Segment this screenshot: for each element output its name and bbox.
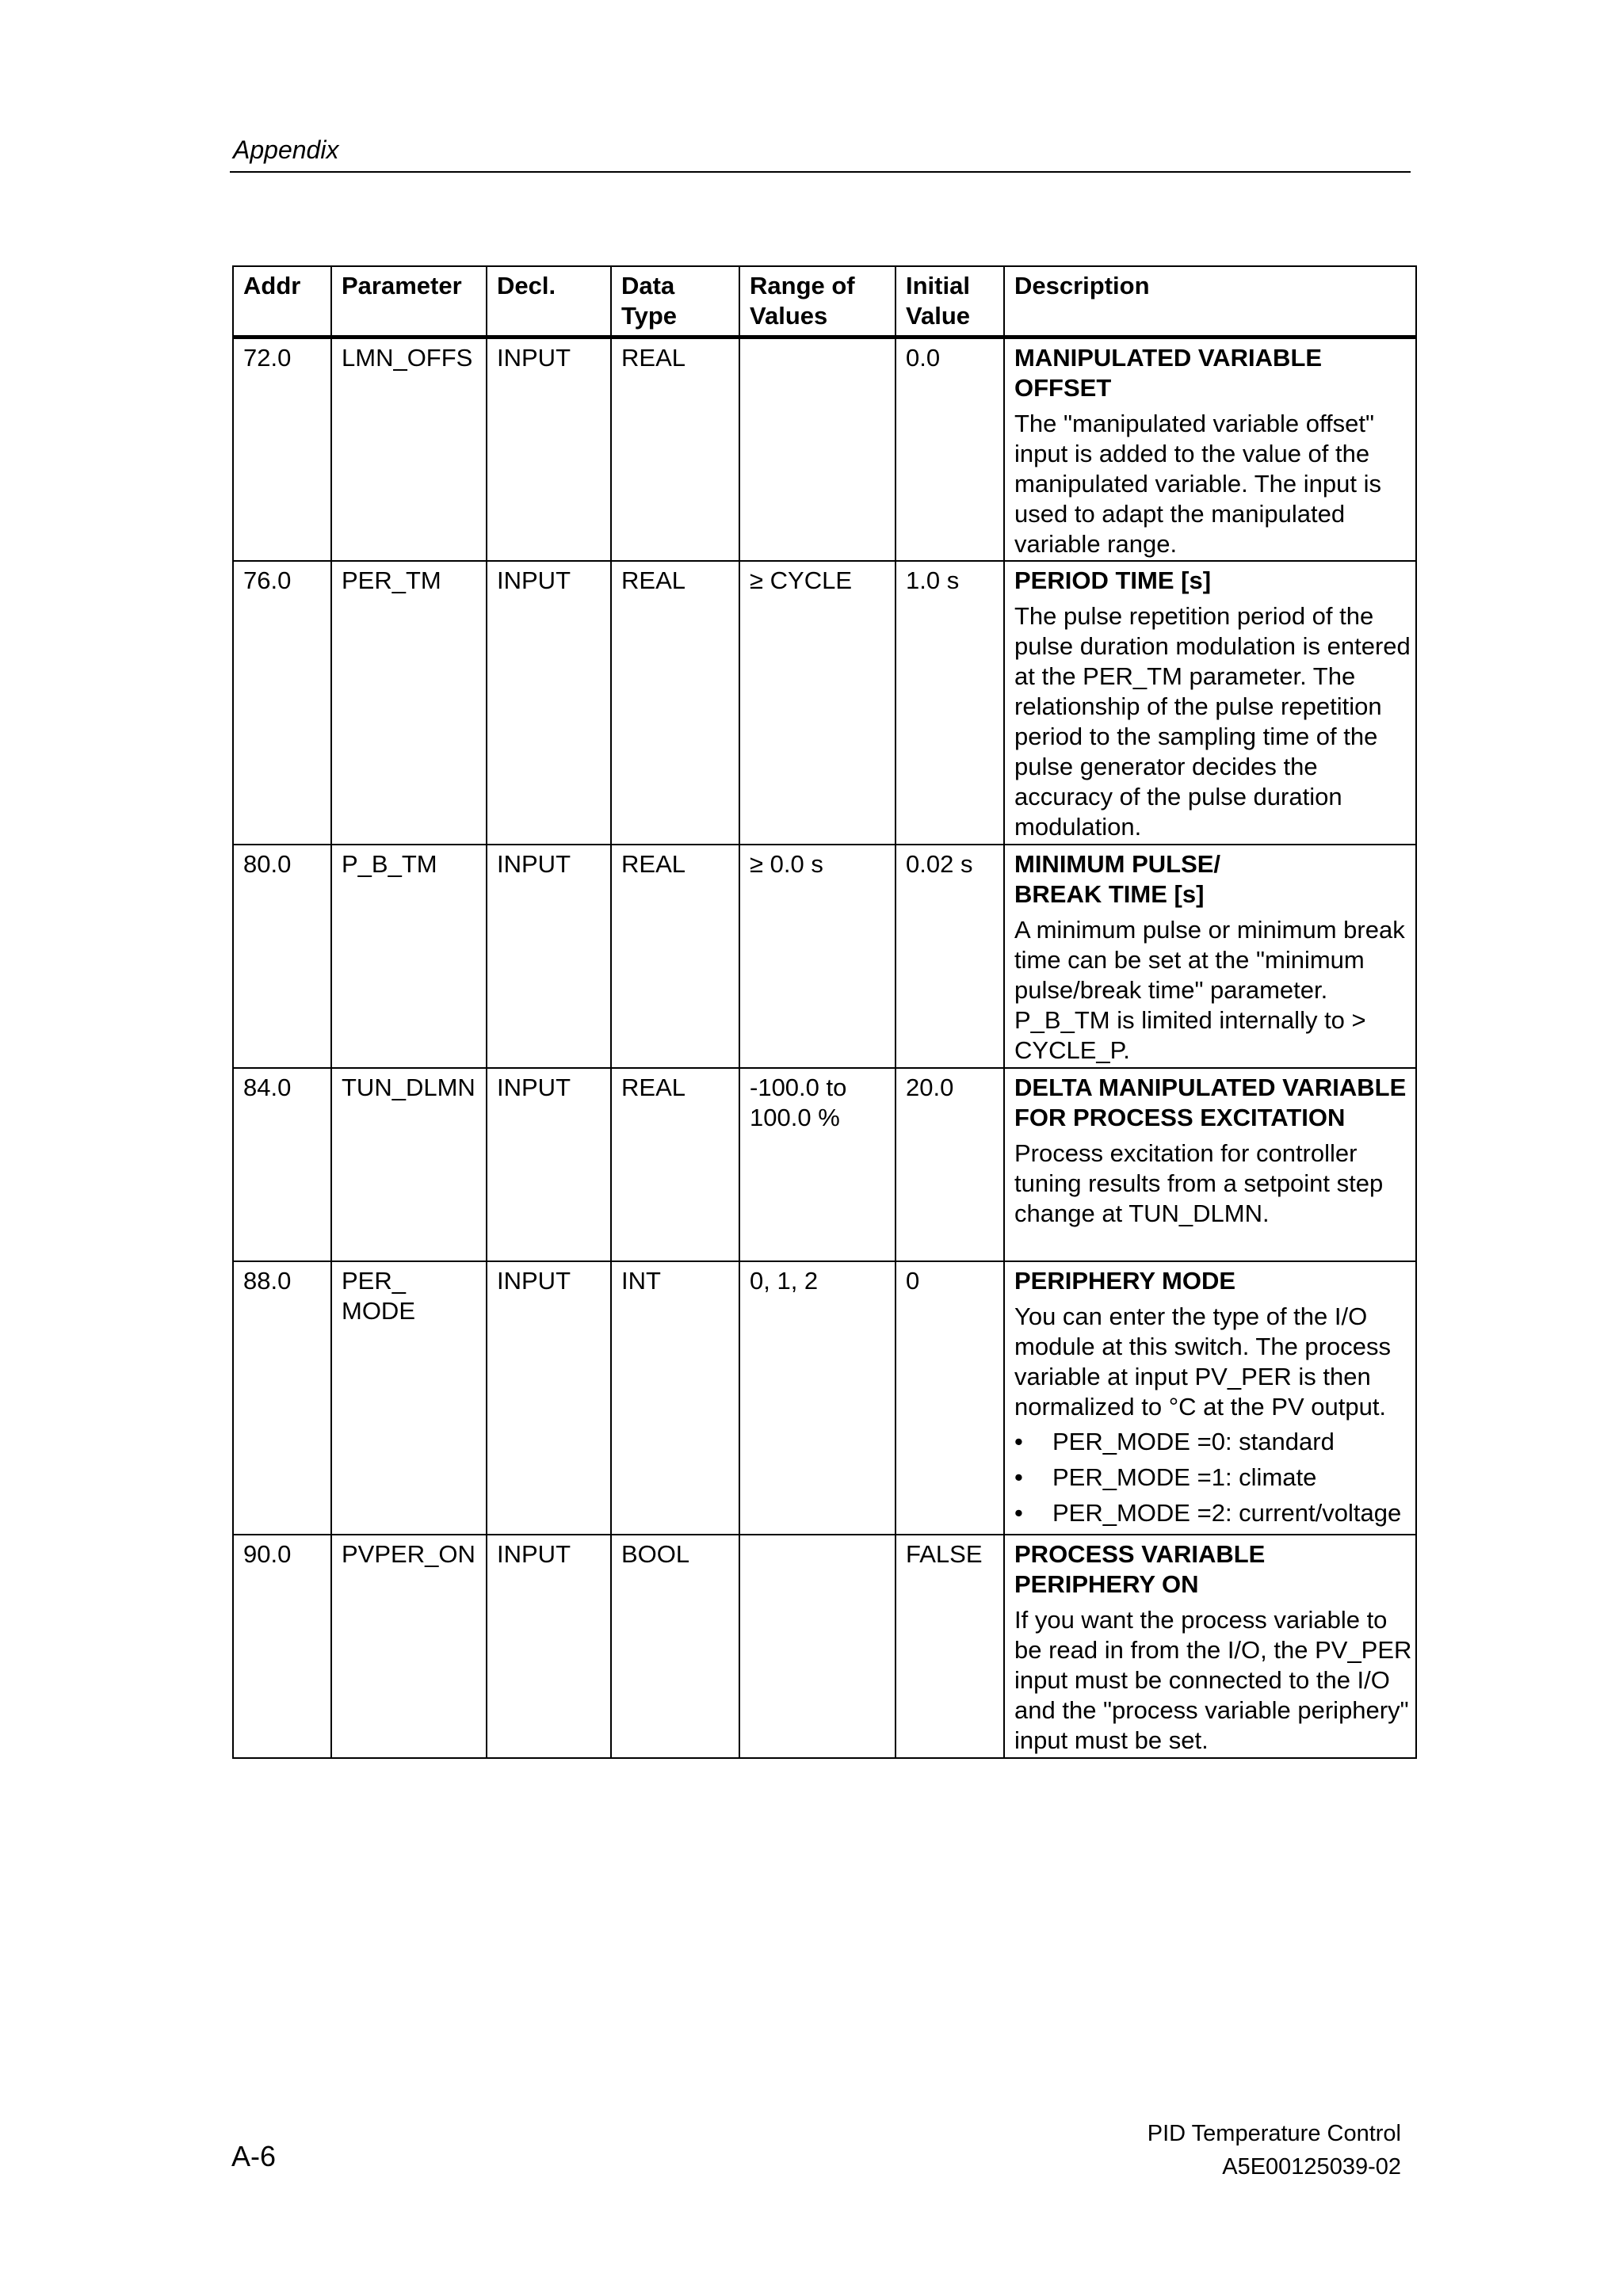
list-item-text: PER_MODE =0: standard xyxy=(1052,1427,1335,1455)
header-addr: Addr xyxy=(233,266,331,338)
bullet-icon: • xyxy=(1014,1463,1023,1491)
cell-addr: 76.0 xyxy=(233,561,331,845)
document-title: PID Temperature Control xyxy=(1147,2121,1401,2146)
cell-description xyxy=(1004,1535,1416,1758)
cell-initial-value: 0 xyxy=(896,1261,1004,1535)
description-text: If you want the process variable to be read in from the I/O, the PV_PER input must be connected to the I/O and the "process variable periphery" input must be set. xyxy=(1014,1605,1412,1754)
table-row xyxy=(233,1261,1416,1535)
description-title: PERIOD TIME [s] xyxy=(1014,566,1212,594)
list-item xyxy=(1014,1427,1412,1457)
header-parameter: Parameter xyxy=(331,266,487,338)
table-row xyxy=(233,338,1416,561)
cell-decl: INPUT xyxy=(487,338,611,561)
header-description: Description xyxy=(1004,266,1416,338)
cell-parameter: PER_TM xyxy=(331,561,487,845)
cell-decl: INPUT xyxy=(487,845,611,1068)
cell-decl: INPUT xyxy=(487,1068,611,1261)
page-header xyxy=(230,133,1411,173)
list-item-text: PER_MODE =1: climate xyxy=(1052,1463,1317,1491)
cell-data-type: BOOL xyxy=(611,1535,739,1758)
cell-description xyxy=(1004,338,1416,561)
description-text: The pulse repetition period of the pulse duration modulation is entered at the PER_TM parameter. The relationship of the pulse repetition period to the sampling time of the pulse generator decides the accuracy of the pulse duration modulation. xyxy=(1014,601,1411,841)
document-info xyxy=(1148,2117,1401,2183)
cell-range xyxy=(739,1535,896,1758)
cell-parameter: LMN_OFFS xyxy=(331,338,487,561)
cell-range xyxy=(739,338,896,561)
description-title: DELTA MANIPULATED VARIABLE FOR PROCESS EXCITATION xyxy=(1014,1073,1407,1131)
description-title: PERIPHERY MODE xyxy=(1014,1266,1236,1295)
cell-data-type: INT xyxy=(611,1261,739,1535)
cell-description xyxy=(1004,1068,1416,1261)
cell-initial-value: FALSE xyxy=(896,1535,1004,1758)
bullet-icon: • xyxy=(1014,1427,1023,1455)
cell-initial-value: 20.0 xyxy=(896,1068,1004,1261)
cell-description xyxy=(1004,1261,1416,1535)
cell-initial-value: 0.0 xyxy=(896,338,1004,561)
cell-description xyxy=(1004,845,1416,1068)
cell-description xyxy=(1004,561,1416,845)
table-header-row xyxy=(233,266,1416,338)
list-item xyxy=(1014,1463,1412,1493)
cell-data-type: REAL xyxy=(611,845,739,1068)
cell-parameter: P_B_TM xyxy=(331,845,487,1068)
description-title-line: MINIMUM PULSE/ xyxy=(1014,849,1221,878)
parameter-table xyxy=(232,265,1417,1759)
description-title: MANIPULATED VARIABLE OFFSET xyxy=(1014,344,1323,402)
cell-decl: INPUT xyxy=(487,561,611,845)
description-title xyxy=(1014,849,1412,910)
description-title-line: BREAK TIME [s] xyxy=(1014,879,1205,908)
cell-addr: 84.0 xyxy=(233,1068,331,1261)
cell-addr: 72.0 xyxy=(233,338,331,561)
cell-data-type: REAL xyxy=(611,338,739,561)
description-text: The "manipulated variable offset" input is added to the value of the manipulated variable. The input is used to adapt the manipulated variable range. xyxy=(1014,410,1381,558)
cell-initial-value: 0.02 s xyxy=(896,845,1004,1068)
cell-decl: INPUT xyxy=(487,1535,611,1758)
header-initial-value: Initial Value xyxy=(896,266,1004,338)
cell-decl: INPUT xyxy=(487,1261,611,1535)
cell-range: 0, 1, 2 xyxy=(739,1261,896,1535)
cell-parameter: TUN_DLMN xyxy=(331,1068,487,1261)
table-row xyxy=(233,845,1416,1068)
list-item xyxy=(1014,1498,1412,1528)
header-decl: Decl. xyxy=(487,266,611,338)
cell-initial-value: 1.0 s xyxy=(896,561,1004,845)
cell-range: -100.0 to 100.0 % xyxy=(739,1068,896,1261)
page-number: A-6 xyxy=(231,2140,277,2172)
mode-options-list xyxy=(1014,1427,1412,1528)
document-id: A5E00125039-02 xyxy=(1222,2154,1401,2180)
header-range: Range of Values xyxy=(739,266,896,338)
cell-addr: 80.0 xyxy=(233,845,331,1068)
list-item-text: PER_MODE =2: current/voltage xyxy=(1052,1498,1402,1527)
cell-addr: 90.0 xyxy=(233,1535,331,1758)
table-row xyxy=(233,561,1416,845)
cell-range: ≥ 0.0 s xyxy=(739,845,896,1068)
description-text: A minimum pulse or minimum break time can be set at the "minimum pulse/break time" parameter. P_B_TM is limited internally to > CYCLE_P. xyxy=(1014,915,1405,1064)
cell-addr: 88.0 xyxy=(233,1261,331,1535)
cell-data-type: REAL xyxy=(611,561,739,845)
cell-range: ≥ CYCLE xyxy=(739,561,896,845)
section-title: Appendix xyxy=(233,135,339,164)
header-data-type: Data Type xyxy=(611,266,739,338)
description-title: PROCESS VARIABLE PERIPHERY ON xyxy=(1014,1539,1266,1598)
description-text: You can enter the type of the I/O module at this switch. The process variable at input PV_PER is then normalized to °C at the PV output. xyxy=(1014,1302,1391,1421)
cell-parameter: PER_ MODE xyxy=(331,1261,487,1535)
cell-parameter: PVPER_ON xyxy=(331,1535,487,1758)
description-text: Process excitation for controller tuning results from a setpoint step change at TUN_DLMN. xyxy=(1014,1138,1384,1227)
cell-data-type: REAL xyxy=(611,1068,739,1261)
bullet-icon: • xyxy=(1014,1498,1023,1527)
table-row xyxy=(233,1535,1416,1758)
table-row xyxy=(233,1068,1416,1261)
